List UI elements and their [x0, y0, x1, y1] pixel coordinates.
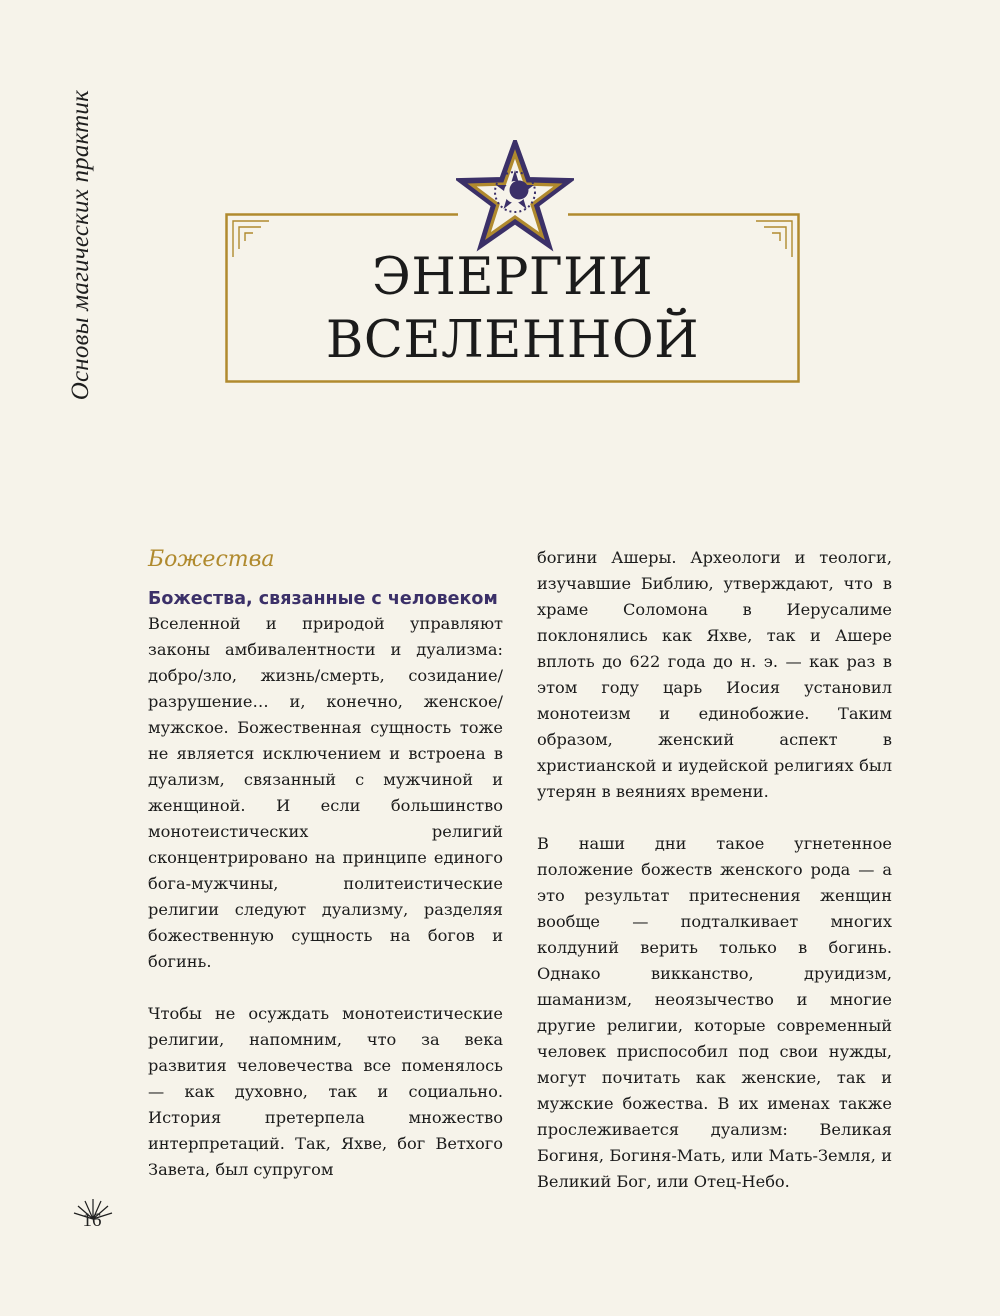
star-crescent-icon	[456, 140, 574, 252]
chapter-title-line-2: ВСЕЛЕННОЙ	[325, 311, 700, 370]
chapter-title	[225, 246, 800, 372]
running-head-text: Основы магических практик	[67, 89, 94, 400]
paragraph: Вселенной и природой управляют законы амбивалентности и дуализма: добро/зло, жизнь/смерть, созидание/разрушение… и, конечно, женское/мужское. Божественная сущность тоже не является исключением и встроена в дуализм, связанный с мужчиной и женщиной. И если большинство монотеистических религий сконцентрировано на принципе единого бога-мужчины, политеистические религии следуют дуализму, разделяя божественную сущность на богов и богинь.	[148, 614, 503, 971]
chapter-title-line-1: ЭНЕРГИИ	[371, 248, 654, 307]
section-title: Божества	[148, 547, 275, 572]
left-column	[148, 545, 503, 1183]
subsection-title: Божества, связанные с человеком	[148, 589, 498, 609]
paragraph: богини Ашеры. Археологи и теологи, изучавшие Библию, утверждают, что в храме Соломона в Иерусалиме поклонялись как Яхве, так и Ашере вплоть до 622 года до н. э. — как раз в этом году царь Иосия установил монотеизм и единобожие. Таким образом, женский аспект в христианской и иудейской религиях был утерян в веяниях времени.	[537, 548, 892, 801]
right-column	[537, 545, 892, 1195]
paragraph: Чтобы не осуждать монотеистические религии, напомним, что за века развития человечества все поменялось — как духовно, так и социально. История претерпела множество интерпретаций. Так, Яхве, бог Ветхого Завета, был супругом	[148, 1004, 503, 1179]
page-number: 16	[82, 1210, 102, 1231]
running-head	[58, 60, 104, 400]
paragraph: В наши дни такое угнетенное положение божеств женского рода — а это результат притеснения женщин вообще — подталкивает многих колдуний верить только в богинь. Однако викканство, друидизм, шаманизм, неоязычество и многие другие религии, которые современный человек приспособил под свои нужды, могут почитать как женские, так и мужские божества. В их именах также прослеживается дуализм: Великая Богиня, Богиня-Мать, или Мать-Земля, и Великий Бог, или Отец-Небо.	[537, 834, 892, 1191]
